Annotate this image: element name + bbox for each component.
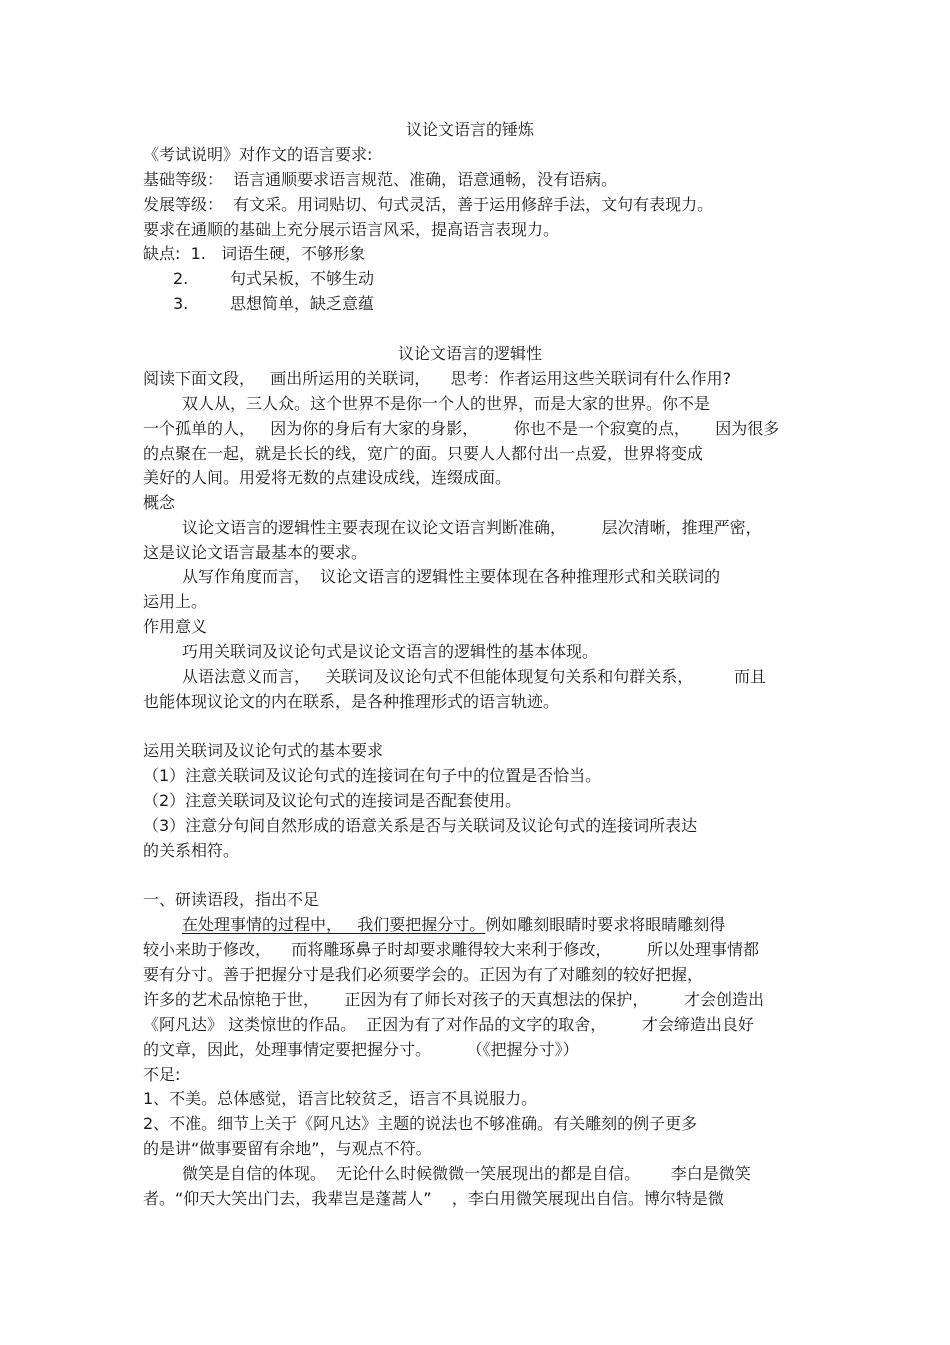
concept-paragraph-line: 从写作角度而言， 议论文语言的逻辑性主要体现在各种推理形式和关联词的 [182,567,721,586]
requirement-summary-line: 要求在通顺的基础上充分展示语言风采，提高语言表现力。 [143,220,560,239]
section-title-logic: 议论文语言的逻辑性 [397,344,542,363]
requirements-heading: 运用关联词及议论句式的基本要求 [143,741,384,760]
requirement-item-2: （2）注意关联词及议论句式的连接词是否配套使用。 [143,791,522,810]
passage-line: 双人从，三人众。这个世界不是你一个人的世界，而是大家的世界。你不是 [182,394,711,413]
shortcoming-item-1: 1、不美。总体感觉，语言比较贫乏，语言不具说服力。 [143,1089,538,1108]
exercise-passage-text: 例如雕刻眼睛时要求将眼睛雕刻得 [485,915,726,934]
passage-line: 美好的人间。用爱将无数的点建设成线，连缀成面。 [143,468,512,487]
significance-paragraph-line: 也能体现议论文的内在联系，是各种推理形式的语言轨迹。 [143,692,560,711]
exercise-passage-line: 《阿凡达》 这类惊世的作品。 正因为有了对作品的文字的取舍， 才会缔造出良好 [143,1015,754,1034]
defect-item-3-number: 3. [173,294,189,313]
significance-heading: 作用意义 [143,617,208,636]
requirement-item-3: （3）注意分句间自然形成的语意关系是否与关联词及议论句式的连接词所表达 [143,816,698,835]
requirement-item-1: （1）注意关联词及议论句式的连接词在句子中的位置是否恰当。 [143,766,602,785]
significance-paragraph-line: 从语法意义而言， 关联词及议论句式不但能体现复句关系和句群关系， 而且 [182,667,766,686]
requirement-item-3-cont: 的关系相符。 [143,841,240,860]
exercise-passage-line: 较小来助于修改， 而将雕琢鼻子时却要求雕得较大来利于修改， 所以处理事情都 [143,940,759,959]
exercise-passage-first-line [182,914,725,936]
advanced-level-line: 发展等级： 有文采。用词贴切、句式灵活，善于运用修辞手法，文句有表现力。 [143,195,714,214]
concept-paragraph-line: 运用上。 [143,592,208,611]
basic-level-line: 基础等级： 语言通顺要求语言规范、准确，语意通畅，没有语病。 [143,170,618,189]
shortcoming-item-2-cont: 的是讲“做事要留有余地”，与观点不符。 [143,1139,432,1158]
passage-line: 一个孤单的人， 因为你的身后有大家的身影， 你也不是一个寂寞的点， 因为很多 [143,419,780,438]
passage-line: 的点聚在一起，就是长长的线，宽广的面。只要人人都付出一点爱，世界将变成 [143,444,704,463]
shortcomings-heading: 不足: [143,1065,181,1084]
concept-paragraph-line: 这是议论文语言最基本的要求。 [143,543,368,562]
smile-passage-line: 微笑是自信的体现。 无论什么时候微微一笑展现出的都是自信。 李白是微笑 [182,1164,751,1183]
defect-item-2-number: 2. [173,269,189,288]
significance-paragraph-line: 巧用关联词及议论句式是议论文语言的逻辑性的基本体现。 [182,642,599,661]
defect-item-3-text: 思想简单，缺乏意蕴 [230,294,375,313]
exercise-passage-line: 要有分寸。善于把握分寸是我们必须要学会的。正因为有了对雕刻的较好把握， [143,965,704,984]
exercise-passage-line: 许多的艺术品惊艳于世， 正因为有了师长对孩子的天真想法的保护， 才会创造出 [143,990,765,1009]
shortcoming-item-2: 2、不准。细节上关于《阿凡达》主题的说法也不够准确。有关雕刻的例子更多 [143,1114,698,1133]
smile-passage-line: 者。“仰天大笑出门去，我辈岂是蓬蒿人” ，李白用微笑展现出自信。博尔特是微 [143,1189,724,1208]
exam-requirements-line: 《考试说明》对作文的语言要求: [143,145,373,164]
defect-item-2-text: 句式呆板，不够生动 [230,269,375,288]
exercise-heading: 一、研读语段，指出不足 [143,890,320,909]
concept-paragraph-line: 议论文语言的逻辑性主要表现在议论文语言判断准确， 层次清晰，推理严密， [182,518,762,537]
defect-item-1: 缺点: 1. 词语生硬，不够形象 [143,244,366,263]
exercise-passage-line: 的文章，因此，处理事情定要把握分寸。 （《把握分寸》） [143,1040,579,1059]
section-title-refinement: 议论文语言的锤炼 [405,120,534,139]
concept-heading: 概念 [143,493,176,512]
underlined-thesis: 在处理事情的过程中， 我们要把握分寸。 [182,915,486,934]
reading-prompt: 阅读下面文段， 画出所运用的关联词， 思考：作者运用这些关联词有什么作用? [143,369,732,388]
